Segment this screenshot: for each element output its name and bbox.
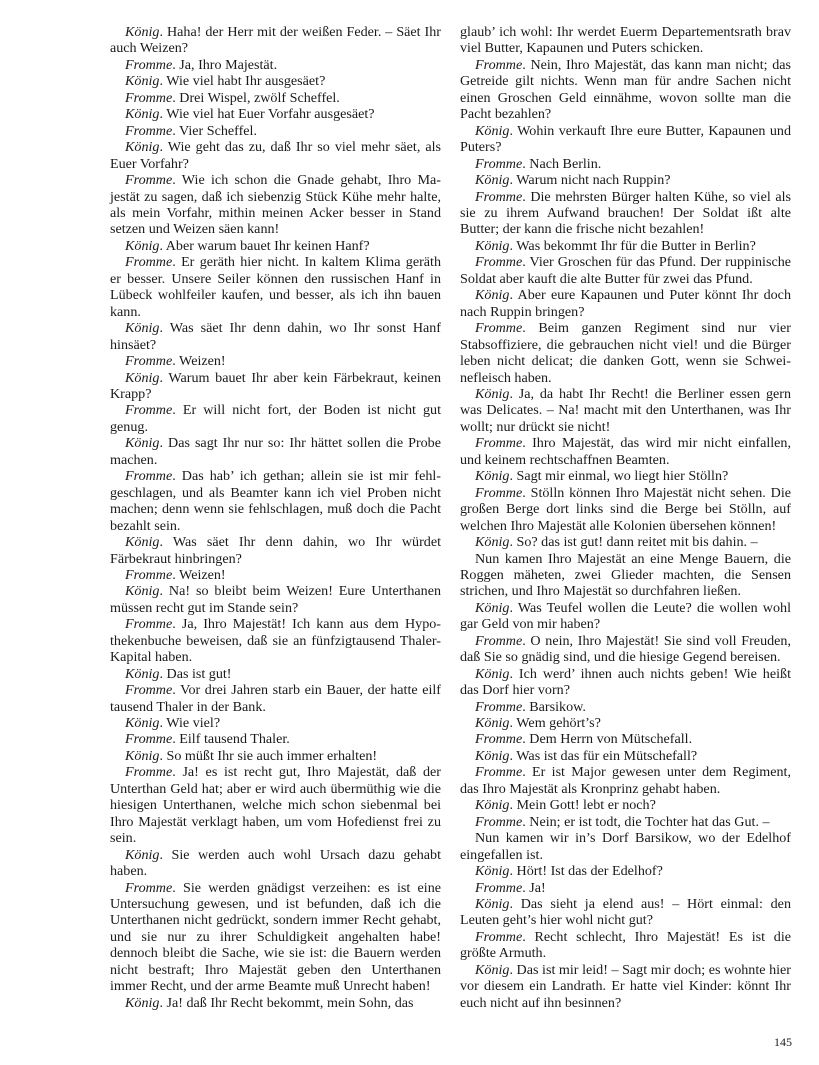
dialogue-line — [460, 715, 791, 731]
dialogue-line — [110, 57, 441, 73]
dialogue-line — [110, 666, 441, 682]
dialogue-text: . Mein Gott! lebt er noch? — [509, 797, 656, 814]
dialogue-text: . So? das ist gut! dann reitet mit bis dahin. – — [509, 534, 758, 551]
speaker-name: König — [475, 468, 510, 485]
dialogue-text: . Wie viel habt Ihr ausgesäet? — [159, 73, 326, 90]
speaker-name: Fromme — [125, 56, 173, 73]
dialogue-line — [110, 995, 441, 1011]
dialogue-text: . Nein; er ist todt, die Tochter hat das Gut. – — [522, 813, 770, 830]
dialogue-text: . Ja! daß Ihr Recht bekommt, mein Sohn, das — [159, 994, 414, 1011]
dialogue-line — [110, 320, 441, 353]
dialogue-line — [110, 370, 441, 403]
dialogue-line — [460, 764, 791, 797]
dialogue-text: glaub’ ich wohl: Ihr werdet Euerm Departementsrath brav viel Butter, Kapaunen und Puters schicken. — [460, 24, 791, 57]
dialogue-text: . Nein, Ihro Majestät, das kann man nicht; das Getreide gilt nichts. Wenn man für andre Sachen nicht einen Groschen Geld einnähme, wovon sollte man die Pacht bezahlen? — [460, 56, 791, 123]
speaker-name: König — [125, 320, 160, 337]
speaker-name: König — [475, 385, 510, 402]
speaker-name: König — [475, 534, 510, 551]
dialogue-line — [110, 748, 441, 764]
dialogue-text: Nun kamen wir in’s Dorf Barsikow, wo der Edelhof eingefallen ist. — [460, 830, 791, 863]
dialogue-text: . Wie viel hat Euer Vorfahr ausgesäet? — [159, 106, 375, 123]
dialogue-text: . Wem gehört’s? — [509, 715, 601, 732]
dialogue-text: . Na! so bleibt beim Weizen! Eure Unterthanen müssen recht gut im Stande sein? — [110, 583, 441, 616]
dialogue-line — [110, 435, 441, 468]
speaker-name: König — [125, 73, 160, 90]
speaker-name: Fromme — [475, 698, 523, 715]
dialogue-text: . Stölln können Ihro Majestät nicht sehen. Die großen Berge dort links sind die Berge bei Stölln, auf welchen Ihro Majestät alle Kolonien übersehen können! — [460, 484, 791, 534]
dialogue-text: . Aber eure Kapaunen und Puter könnt Ihr doch nach Ruppin bringen? — [460, 287, 791, 320]
dialogue-line — [460, 731, 791, 747]
dialogue-line — [460, 386, 791, 435]
dialogue-line — [110, 254, 441, 320]
dialogue-line — [460, 189, 791, 238]
left-column — [110, 24, 441, 1011]
dialogue-text: . Wie geht das zu, daß Ihr so viel mehr säet, als Euer Vorfahr? — [110, 139, 441, 172]
dialogue-text: . Ihro Majestät, das wird mir nicht einfallen, und keinem rechtschaffnen Beamten. — [460, 435, 791, 468]
speaker-name: Fromme — [125, 731, 173, 748]
speaker-name: Fromme — [125, 616, 173, 633]
dialogue-text: . Drei Wispel, zwölf Scheffel. — [172, 89, 340, 106]
speaker-name: Fromme — [475, 813, 523, 830]
speaker-name: König — [475, 896, 510, 913]
dialogue-line — [460, 57, 791, 123]
dialogue-line — [110, 715, 441, 731]
speaker-name: Fromme — [125, 172, 173, 189]
speaker-name: Fromme — [475, 731, 523, 748]
speaker-name: König — [475, 863, 510, 880]
dialogue-text: . Weizen! — [172, 353, 226, 370]
speaker-name: König — [475, 961, 510, 978]
dialogue-text: . Er ist Major gewesen unter dem Regiment, das Ihro Majestät als Kronprinz gehabt haben. — [460, 764, 791, 797]
dialogue-text: . Was säet Ihr denn dahin, wo Ihr sonst Hanf hinsäet? — [110, 320, 441, 353]
dialogue-line — [110, 106, 441, 122]
dialogue-line — [110, 353, 441, 369]
dialogue-line — [460, 468, 791, 484]
speaker-name: Fromme — [125, 468, 173, 485]
dialogue-line — [110, 731, 441, 747]
dialogue-line — [460, 551, 791, 600]
dialogue-line — [460, 929, 791, 962]
dialogue-text: . Was Teufel wollen die Leute? die wollen wohl gar Geld von mir haben? — [460, 599, 791, 633]
speaker-name: König — [475, 665, 510, 682]
speaker-name: König — [125, 846, 160, 863]
dialogue-line — [110, 880, 441, 995]
dialogue-text: . Nach Berlin. — [522, 155, 602, 172]
dialogue-text: . Ich werd’ ihnen auch nichts geben! Wie heißt das Dorf hier vorn? — [460, 665, 791, 699]
dialogue-text: Nun kamen Ihro Majestät an eine Menge Bauern, die Roggen mäheten, zwei Glieder machten, die Sensen strichen, und Ihro Majestät so durchfahren ließen. — [460, 550, 791, 600]
dialogue-line — [460, 238, 791, 254]
speaker-name: Fromme — [475, 188, 523, 205]
dialogue-text: . Was säet Ihr denn dahin, wo Ihr würdet Färbekraut hinbringen? — [110, 534, 441, 567]
speaker-name: König — [125, 435, 160, 452]
page-number: 145 — [774, 1035, 792, 1049]
dialogue-line — [460, 172, 791, 188]
dialogue-text: . Er geräth hier nicht. In kaltem Klima geräth er besser. Unsere Seiler können den russischen Hanf in Lübeck wohlfeiler kaufen, und besser, als ich ihn bauen kann. — [110, 254, 441, 320]
dialogue-text: . Haha! der Herr mit der weißen Feder. – Säet Ihr auch Weizen? — [110, 24, 441, 57]
speaker-name: König — [475, 599, 510, 616]
dialogue-line — [460, 880, 791, 896]
dialogue-text: . Das sieht ja elend aus! – Hört einmal: den Leuten geht’s hier wohl nicht gut? — [460, 896, 791, 929]
dialogue-text: . Ja! — [522, 879, 546, 896]
speaker-name: Fromme — [475, 928, 523, 945]
dialogue-text: . Sie werden auch wohl Ursach dazu gehabt haben. — [110, 846, 441, 880]
speaker-name: König — [475, 172, 510, 189]
speaker-name: Fromme — [475, 320, 523, 337]
speaker-name: König — [125, 583, 160, 600]
dialogue-text: . Sie werden gnädigst verzeihen: es ist eine Untersuchung gewesen, und ist befunden, daß ich die Unterthanen nicht gedrückt, sondern immer Recht gehabt, und sie nur zu ihrer Schuldigkeit angehalten habe! dennoch bleibt die Sache, wie sie ist: die Bauern werden nicht bestraft; Ihro Majestät geben den Unterthanen immer Recht, und der arme Beamte muß Unrecht haben! — [110, 879, 441, 995]
speaker-name: Fromme — [125, 89, 173, 106]
dialogue-line — [460, 633, 791, 666]
speaker-name: Fromme — [125, 254, 173, 271]
dialogue-text: . Beim ganzen Regiment sind nur vier Stabsoffiziere, die gebrauchen nicht viel! und die Bürger leben nicht delicat; die danken Gott, wenn sie Schweinefleisch haben. — [460, 320, 791, 386]
dialogue-line — [460, 24, 791, 57]
dialogue-text: . Barsikow. — [522, 698, 586, 715]
dialogue-line — [460, 830, 791, 863]
dialogue-text: . Das ist gut! — [159, 665, 232, 682]
speaker-name: König — [125, 994, 160, 1011]
dialogue-line — [110, 402, 441, 435]
dialogue-text: . Ja! es ist recht gut, Ihro Majestät, daß der Unterthan Geld hat; aber er wird auch übermüthig wie die hiesigen Unterthanen, welche mich schon siebenmal bei Ihro Majestät verklagt haben, um vom Hofedienst frei zu sein. — [110, 764, 441, 847]
dialogue-line — [460, 254, 791, 287]
dialogue-text: . Ja, Ihro Majestät. — [172, 56, 278, 73]
dialogue-line — [110, 534, 441, 567]
dialogue-text: . Was bekommt Ihr für die Butter in Berlin? — [509, 237, 756, 254]
dialogue-line — [460, 156, 791, 172]
speaker-name: Fromme — [125, 879, 173, 896]
dialogue-line — [110, 24, 441, 57]
dialogue-line — [460, 534, 791, 550]
dialogue-text: . Das ist mir leid! – Sagt mir doch; es wohnte hier vor diesem ein Landrath. Er hatte viel Kinder: könnt Ihr euch nicht auf ihn besinnen? — [460, 961, 791, 1011]
speaker-name: Fromme — [475, 879, 523, 896]
speaker-name: Fromme — [125, 353, 173, 370]
speaker-name: König — [125, 369, 160, 386]
speaker-name: König — [125, 139, 160, 156]
dialogue-line — [460, 666, 791, 699]
dialogue-text: . Wie viel? — [159, 715, 221, 732]
dialogue-text: . Weizen! — [172, 566, 226, 583]
dialogue-text: . Das sagt Ihr nur so: Ihr hättet sollen die Probe machen. — [110, 435, 441, 468]
dialogue-text: . Dem Herrn von Mütschefall. — [522, 731, 693, 748]
dialogue-line — [460, 896, 791, 929]
dialogue-line — [110, 73, 441, 89]
dialogue-line — [460, 435, 791, 468]
dialogue-text: . Die mehrsten Bürger halten Kühe, so viel als sie zu ihrem Aufwand brauchen! Der Soldat ißt alte Butter; der kann die frische nicht bezahlen! — [460, 188, 791, 238]
dialogue-line — [110, 139, 441, 172]
speaker-name: König — [475, 797, 510, 814]
dialogue-text: . Hört! Ist das der Edelhof? — [509, 863, 663, 880]
dialogue-text: . Das hab’ ich gethan; allein sie ist mir fehlgeschlagen, und als Beamter kann ich viel Proben nicht machen; denn wenn sie fehlschlagen, muß doch die Pacht bezahlt sein. — [110, 468, 441, 534]
dialogue-text: . O nein, Ihro Majestät! Sie sind voll Freuden, daß Sie so gnädig sind, und die hiesige Gegend bereisen. — [460, 632, 791, 666]
speaker-name: Fromme — [475, 435, 523, 452]
speaker-name: Fromme — [125, 764, 173, 781]
speaker-name: König — [125, 24, 160, 40]
dialogue-line — [460, 600, 791, 633]
dialogue-line — [460, 863, 791, 879]
speaker-name: König — [475, 237, 510, 254]
dialogue-line — [460, 748, 791, 764]
speaker-name: König — [125, 237, 160, 254]
dialogue-text: . Vier Groschen für das Pfund. Der ruppinische Soldat aber kauft die alte Butter für zwei das Pfund. — [460, 254, 791, 287]
dialogue-text: . Sagt mir einmal, wo liegt hier Stölln? — [509, 468, 729, 485]
speaker-name: König — [125, 747, 160, 764]
dialogue-text: . Er will nicht fort, der Boden ist nicht gut genug. — [110, 402, 441, 435]
dialogue-text: . Vor drei Jahren starb ein Bauer, der hatte eilf tausend Thaler in der Bank. — [110, 682, 441, 715]
speaker-name: König — [125, 534, 160, 551]
speaker-name: König — [475, 715, 510, 732]
speaker-name: Fromme — [125, 122, 173, 139]
speaker-name: Fromme — [475, 155, 523, 172]
dialogue-line — [460, 699, 791, 715]
dialogue-text: . Recht schlecht, Ihro Majestät! Es ist die größte Armuth. — [460, 928, 791, 962]
dialogue-line — [460, 320, 791, 386]
speaker-name: Fromme — [475, 254, 523, 271]
speaker-name: König — [125, 106, 160, 123]
speaker-name: Fromme — [475, 56, 523, 73]
dialogue-text: . Eilf tausend Thaler. — [172, 731, 290, 748]
speaker-name: König — [475, 122, 510, 139]
speaker-name: König — [125, 665, 160, 682]
dialogue-text: . Vier Scheffel. — [172, 122, 257, 139]
speaker-name: Fromme — [125, 566, 173, 583]
dialogue-text: . Ja, da habt Ihr Recht! die Berliner essen gern was Delicates. – Na! macht mit den Unterthanen, was Ihr wollt; nur drückt sie nicht! — [460, 385, 791, 435]
dialogue-line — [110, 567, 441, 583]
speaker-name: Fromme — [125, 682, 173, 699]
dialogue-line — [460, 287, 791, 320]
dialogue-text: . Wie ich schon die Gnade gehabt, Ihro Majestät zu sagen, daß ich siebenzig Stück Kühe mehr halte, als mein Vorfahr, mithin meinen Acker besser in Stand setzen und Weizen säen kann! — [110, 172, 441, 238]
dialogue-line — [110, 238, 441, 254]
dialogue-line — [460, 962, 791, 1011]
dialogue-line — [460, 814, 791, 830]
dialogue-line — [110, 682, 441, 715]
dialogue-line — [110, 123, 441, 139]
dialogue-line — [110, 847, 441, 880]
dialogue-line — [110, 90, 441, 106]
speaker-name: König — [475, 287, 510, 304]
dialogue-text: . Was ist das für ein Mütschefall? — [509, 747, 698, 764]
dialogue-line — [110, 468, 441, 534]
dialogue-line — [460, 123, 791, 156]
dialogue-text: . Aber warum bauet Ihr keinen Hanf? — [159, 237, 370, 254]
speaker-name: Fromme — [475, 484, 523, 501]
dialogue-line — [110, 583, 441, 616]
dialogue-line — [110, 764, 441, 846]
dialogue-line — [110, 172, 441, 238]
speaker-name: Fromme — [125, 402, 173, 419]
dialogue-text: . Ja, Ihro Majestät! Ich kann aus dem Hypothekenbuche beweisen, daß sie an fünfzigtausend Thaler-Kapital haben. — [110, 616, 441, 666]
dialogue-text: . Warum nicht nach Ruppin? — [509, 172, 671, 189]
dialogue-line — [110, 616, 441, 665]
dialogue-text: . Warum bauet Ihr aber kein Färbekraut, keinen Krapp? — [110, 369, 441, 402]
dialogue-line — [460, 797, 791, 813]
speaker-name: Fromme — [475, 632, 523, 649]
dialogue-text: . So müßt Ihr sie auch immer erhalten! — [159, 747, 378, 764]
right-column — [460, 24, 791, 1011]
dialogue-line — [460, 485, 791, 534]
speaker-name: König — [125, 715, 160, 732]
speaker-name: König — [475, 747, 510, 764]
dialogue-text: . Wohin verkauft Ihre eure Butter, Kapaunen und Puters? — [460, 122, 791, 156]
speaker-name: Fromme — [475, 764, 523, 781]
